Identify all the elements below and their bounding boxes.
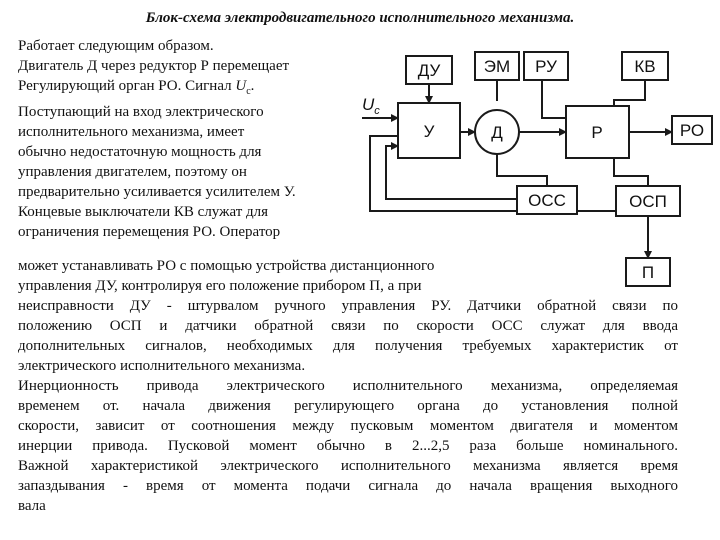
signal-suffix: . (250, 78, 255, 94)
block-d (475, 110, 519, 154)
text-line: инерции привода. Пусковой момент обычно в 2...2,5 раза больше номинального. (18, 438, 678, 454)
signal-subscript: с (246, 86, 251, 97)
text-line: положению ОСП и датчики обратной связи по скорости ОСС служат для ввода (18, 318, 678, 334)
text-line: скорости, зависит от соотношения между пусковым моментом двигателя и моментом (18, 418, 678, 434)
block-r (566, 106, 629, 158)
block-kv (622, 52, 668, 80)
text-line: запаздывания - время от момента подачи сигнала до начала вращения выходного (18, 478, 678, 494)
input-signal-label (362, 95, 380, 117)
block-d-label: Д (491, 123, 503, 142)
block-kv-label: КВ (634, 57, 656, 76)
text-line: Концевые выключатели КВ служат для (18, 204, 269, 220)
wire-d-oss (497, 154, 547, 186)
block-p-label: П (641, 263, 655, 282)
block-ro-label: РО (679, 121, 705, 140)
block-oss-label: ОСС (528, 191, 566, 210)
block-p (626, 258, 670, 286)
text-line: предварительно усиливается усилителем У. (18, 184, 296, 200)
block-em-label: ЭМ (483, 57, 511, 76)
text-fragment: Регулирующий орган РО. Сигнал (18, 78, 236, 94)
text-line: неисправности ДУ - штурвалом ручного управления РУ. Датчики обратной связи по (18, 298, 678, 314)
signal-symbol: U (235, 78, 247, 94)
block-du-label: ДУ (417, 61, 441, 80)
input-signal-symbol: U (362, 95, 375, 114)
text-line: управления двигателем, поэтому он (18, 164, 247, 180)
block-u-label: У (423, 122, 435, 141)
text-line: Поступающий на вход электрического (18, 104, 264, 120)
text-line: Работает следующим образом. (18, 38, 214, 54)
text-line: вала (18, 498, 46, 514)
block-ro (672, 116, 712, 144)
text-line: исполнительного механизма, имеет (18, 124, 245, 140)
page-title: Блок-схема электродвигательного исполнительного механизма. (145, 10, 575, 26)
block-ru-label: РУ (535, 57, 557, 76)
block-ru (524, 52, 568, 80)
input-signal-subscript: с (374, 105, 380, 117)
wire-r-osp (614, 158, 648, 186)
text-line: ограничения перемещения РО. Оператор (18, 224, 281, 240)
text-line: Двигатель Д через редуктор Р перемещает (18, 58, 290, 74)
block-du (406, 56, 452, 84)
block-osp (616, 186, 680, 216)
block-oss (517, 186, 577, 214)
wire-kv-r (614, 80, 645, 106)
text-line: Инерционность привода электрического исполнительного механизма, определяемая (18, 378, 678, 394)
block-r-label: Р (591, 123, 603, 142)
text-line: управления ДУ, контролируя его положение прибором П, а при (18, 278, 422, 294)
text-line: обычно недостаточную мощность для (18, 144, 262, 160)
text-line: временем от. начала движения регулирующего органа до установления полной (18, 398, 678, 414)
text-line: дополнительных сигналов, необходимых для получения требуемых характеристик от (18, 338, 678, 354)
block-osp-label: ОСП (629, 192, 667, 211)
block-u (398, 103, 460, 158)
text-line: электрического исполнительного механизма. (18, 358, 306, 374)
block-em (475, 52, 519, 80)
text-line: может устанавливать РО с помощью устройства дистанционного (18, 258, 435, 274)
text-line: Важной характеристикой электрического исполнительного механизма является время (18, 458, 678, 474)
wire-ru-r (542, 80, 566, 118)
